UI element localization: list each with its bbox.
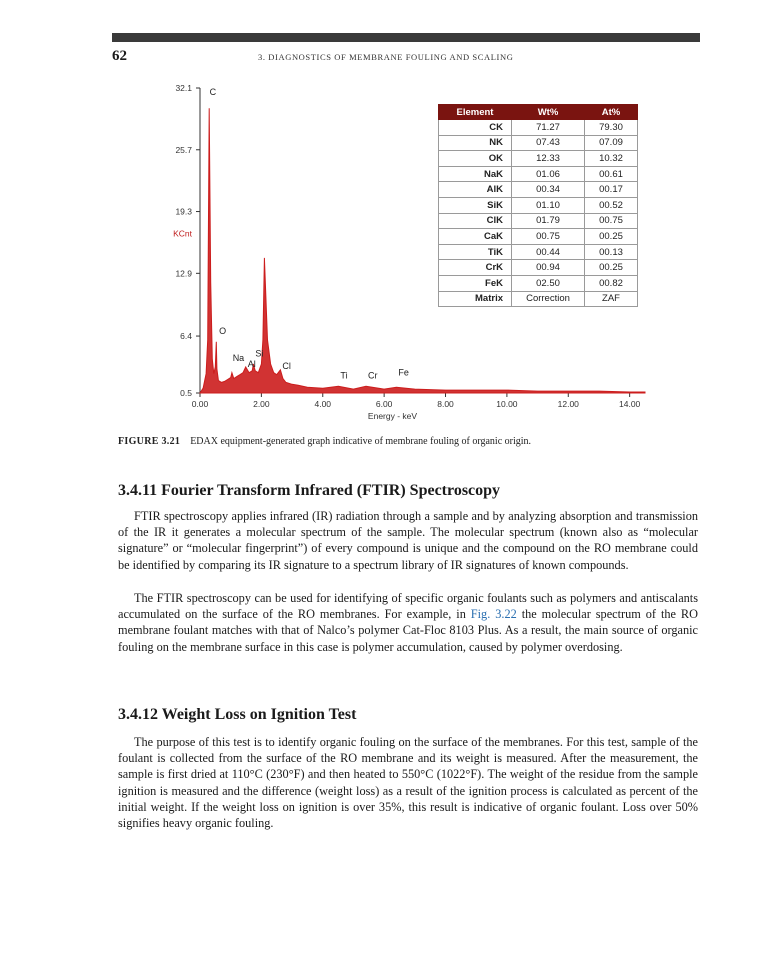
table-row <box>439 275 638 291</box>
table-row <box>439 166 638 182</box>
table-row <box>439 213 638 229</box>
y-unit-label: KCnt <box>173 228 192 239</box>
table-row <box>439 120 638 136</box>
running-head: 3. DIAGNOSTICS OF MEMBRANE FOULING AND SCALING <box>258 52 514 62</box>
table-row <box>439 229 638 245</box>
table-cell: 00.44 <box>512 244 585 260</box>
table-cell: FeK <box>439 275 512 291</box>
figure-link[interactable]: Fig. 3.22 <box>470 607 517 622</box>
table-cell: ZAF <box>585 291 638 307</box>
table-cell: 01.10 <box>512 197 585 213</box>
table-cell: 00.82 <box>585 275 638 291</box>
y-tick-label: 12.9 <box>175 268 192 279</box>
x-tick-label: 4.00 <box>314 399 332 409</box>
peak-label: Na <box>232 353 245 364</box>
table-header-at: At% <box>585 105 638 120</box>
header-rule <box>112 33 700 42</box>
table-header-row <box>439 105 638 120</box>
table-row <box>439 182 638 198</box>
paragraph-text: The FTIR spectroscopy can be used for identifying of specific organic foulants such as polymers and antiscalants accumulated on the surface of the RO membranes. For example, in <box>118 591 698 622</box>
table-cell: 00.25 <box>585 260 638 276</box>
table-row <box>439 197 638 213</box>
paragraph-ftir-2 <box>118 590 698 655</box>
table-header-wt: Wt% <box>512 105 585 120</box>
y-tick-label: 0.5 <box>180 388 192 398</box>
table-row <box>439 151 638 167</box>
table-cell: NaK <box>439 166 512 182</box>
table-cell: CaK <box>439 229 512 245</box>
table-cell: 10.32 <box>585 151 638 167</box>
table-cell: NK <box>439 135 512 151</box>
peak-label: Ti <box>340 370 348 381</box>
table-cell: 07.43 <box>512 135 585 151</box>
table-cell: 12.33 <box>512 151 585 167</box>
figure-caption <box>118 436 698 447</box>
table-cell: 00.17 <box>585 182 638 198</box>
figure-label: FIGURE 3.21 <box>118 436 181 447</box>
x-tick-label: 14.00 <box>619 399 641 409</box>
table-cell: 02.50 <box>512 275 585 291</box>
table-cell: 79.30 <box>585 120 638 136</box>
y-tick-label: 25.7 <box>175 144 192 155</box>
paragraph-ignition: The purpose of this test is to identify organic fouling on the surface of the membranes. For this test, sample of the foulant is collected from the surface of the RO membrane and its weight is measured. After the measurement, the sample is first dried at 110°C (230°F) and then heated to 550°C (1022°F). The weight of the residue from the sample ignition is measured and the difference (weight loss) as a result of the ignition process is calculated as percent of the initial weight. If the weight loss on ignition is over 35%, this result is indicative of organic foulant. Loss over 50% signifies heavy organic fouling. <box>118 735 698 831</box>
table-cell: CK <box>439 120 512 136</box>
table-cell: 01.06 <box>512 166 585 182</box>
table-cell: 71.27 <box>512 120 585 136</box>
y-tick-label: 32.1 <box>175 83 192 93</box>
table-cell: CrK <box>439 260 512 276</box>
table-cell: OK <box>439 151 512 167</box>
table-header-element: Element <box>439 105 512 120</box>
table-cell: 00.75 <box>585 213 638 229</box>
table-row <box>439 135 638 151</box>
table-cell: 01.79 <box>512 213 585 229</box>
eds-composition-table <box>438 104 638 307</box>
x-tick-label: 0.00 <box>191 399 209 409</box>
table-cell: 00.61 <box>585 166 638 182</box>
section-heading-ignition: 3.4.12 Weight Loss on Ignition Test <box>118 706 357 723</box>
x-axis-label: Energy - keV <box>367 411 418 421</box>
x-tick-label: 6.00 <box>375 399 393 409</box>
table-cell: 00.34 <box>512 182 585 198</box>
figure-caption-text: EDAX equipment-generated graph indicative of membrane fouling of organic origin. <box>190 436 532 447</box>
section-heading-ftir: 3.4.11 Fourier Transform Infrared (FTIR) Spectroscopy <box>118 482 501 499</box>
peak-label: Al <box>247 358 256 369</box>
table-cell: 00.52 <box>585 197 638 213</box>
peak-label: Fe <box>398 367 409 378</box>
table-row <box>439 260 638 276</box>
table-cell: 07.09 <box>585 135 638 151</box>
table-cell: Matrix <box>439 291 512 307</box>
x-tick-label: 12.00 <box>557 399 579 409</box>
paragraph-ftir-1: FTIR spectroscopy applies infrared (IR) radiation through a sample and by analyzing absorption and transmission of the IR it generates a molecular spectrum of the sample. The molecular spectrum (known also as “molecular signature” or “molecular fingerprint”) of every compound is unique and the compound on the RO membrane could be identified by comparing its IR signature to a spectrum library of IR signatures of known compounds. <box>118 509 698 572</box>
table-cell: 00.94 <box>512 260 585 276</box>
x-tick-label: 8.00 <box>437 399 454 409</box>
table-row <box>439 244 638 260</box>
page-number: 62 <box>112 48 127 64</box>
table-cell: TiK <box>439 244 512 260</box>
table-cell: 00.75 <box>512 229 585 245</box>
y-tick-label: 19.3 <box>175 206 192 217</box>
peak-label: Cl <box>282 360 291 371</box>
peak-label: Cr <box>368 370 378 381</box>
peak-label: Si <box>255 348 264 359</box>
table-cell: 00.13 <box>585 244 638 260</box>
table-cell: AlK <box>439 182 512 198</box>
peak-label: C <box>209 86 217 97</box>
peak-label: O <box>219 326 227 337</box>
table-cell: 00.25 <box>585 229 638 245</box>
y-tick-label: 6.4 <box>180 331 192 342</box>
table-cell: SiK <box>439 197 512 213</box>
table-cell: ClK <box>439 213 512 229</box>
paragraph-text: the molecular spectrum of the RO membrane foulant matches with that of Nalco’s polymer Cat-Floc 8103 Plus. As a result, the main source of organic fouling on the membrane surface in this case is polymer accumulation, caused by polymer overdosing. <box>118 607 699 654</box>
x-tick-label: 10.00 <box>496 399 518 409</box>
x-tick-label: 2.00 <box>253 399 270 409</box>
table-cell: Correction <box>512 291 585 307</box>
table-row <box>439 291 638 307</box>
